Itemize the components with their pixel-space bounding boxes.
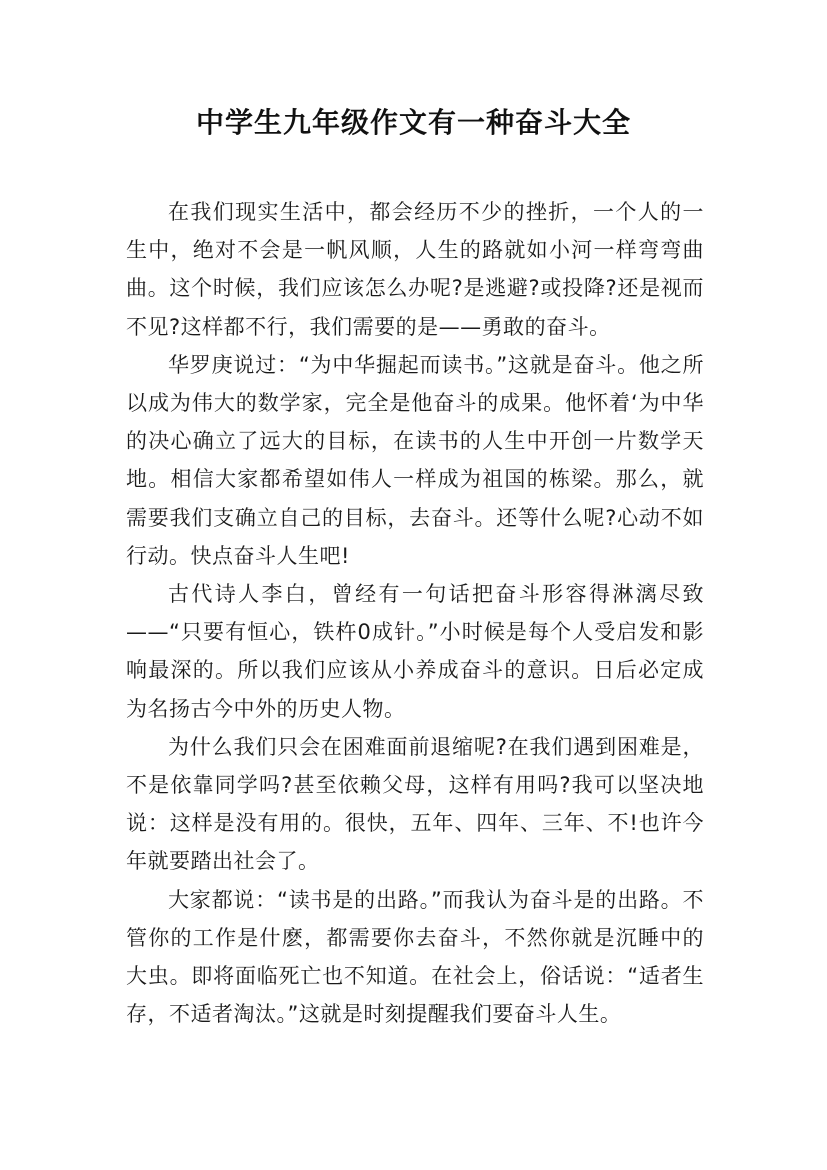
paragraph: 古代诗人李白，曾经有一句话把奋斗形容得淋漓尽致——“只要有恒心，铁杵0成针。”小时候是每个人受启发和影响最深的。所以我们应该从小养成奋斗的意识。日后必定成为名扬古今中外的历史人物。 — [126, 582, 704, 721]
paragraph: 为什么我们只会在困难面前退缩呢?在我们遇到困难是，不是依靠同学吗?甚至依赖父母，这样有用吗?我可以坚决地说：这样是没有用的。很快，五年、四年、三年、不!也许今年就要踏出社会了。 — [126, 734, 704, 874]
paragraph: 华罗庚说过：“为中华掘起而读书。”这就是奋斗。他之所以成为伟大的数学家，完全是他奋斗的成果。他怀着‘为中华的决心确立了远大的目标，在读书的人生中开创一片数学天地。相信大家都希望如伟人一样成为祖国的栋梁。那么，就需要我们支确立自己的目标，去奋斗。还等什么呢?心动不如行动。快点奋斗人生吧! — [126, 352, 704, 568]
document-title: 中学生九年级作文有一种奋斗大全 — [195, 106, 631, 139]
paragraph: 大家都说：“读书是的出路。”而我认为奋斗是的出路。不管你的工作是什麽，都需要你去奋斗，不然你就是沉睡中的大虫。即将面临死亡也不知道。在社会上，俗话说：“适者生存，不适者淘汰。”这就是时刻提醒我们要奋斗人生。 — [126, 887, 704, 1027]
paragraph: 在我们现实生活中，都会经历不少的挫折，一个人的一生中，绝对不会是一帆风顺，人生的路就如小河一样弯弯曲曲。这个时候，我们应该怎么办呢?是逃避?或投降?还是视而不见?这样都不行，我们需要的是——勇敢的奋斗。 — [126, 200, 704, 339]
document-body — [126, 193, 704, 1033]
